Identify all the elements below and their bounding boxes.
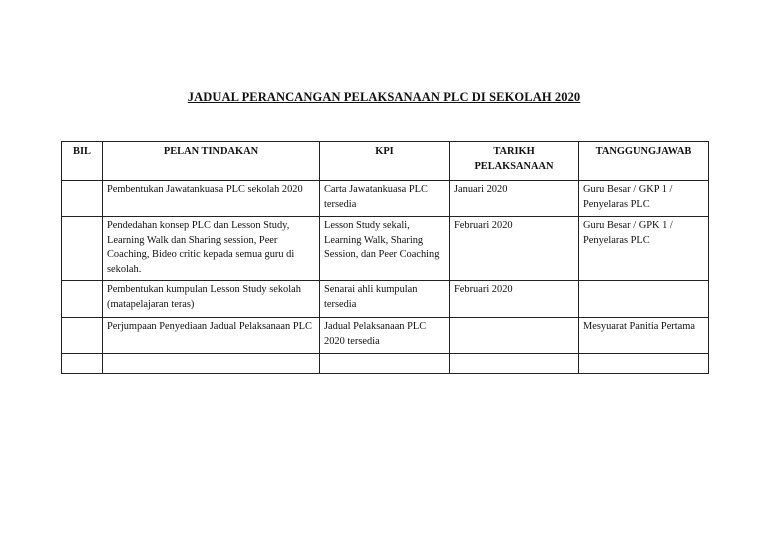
cell-pelan-tindakan [103,354,320,374]
cell-bil [62,318,103,354]
cell-tanggungjawab: Mesyuarat Panitia Pertama [579,318,709,354]
cell-tarikh [450,354,579,374]
cell-tarikh: Januari 2020 [450,181,579,217]
header-bil: BIL [62,142,103,181]
cell-kpi: Lesson Study sekali, Learning Walk, Sharing Session, dan Peer Coaching [320,217,450,281]
header-pelan-tindakan: PELAN TINDAKAN [103,142,320,181]
table-header-row [62,142,709,181]
header-tarikh-pelaksanaan: TARIKH PELAKSANAAN [450,142,579,181]
document-title: JADUAL PERANCANGAN PELAKSANAAN PLC DI SEKOLAH 2020 [187,90,581,104]
plc-plan-table [61,141,709,374]
cell-tanggungjawab: Guru Besar / GPK 1 / Penyelaras PLC [579,217,709,281]
cell-tanggungjawab [579,354,709,374]
cell-kpi: Jadual Pelaksanaan PLC 2020 tersedia [320,318,450,354]
cell-kpi: Carta Jawatankuasa PLC tersedia [320,181,450,217]
cell-pelan-tindakan: Pembentukan Jawatankuasa PLC sekolah 2020 [103,181,320,217]
cell-tanggungjawab: Guru Besar / GKP 1 / Penyelaras PLC [579,181,709,217]
header-kpi: KPI [320,142,450,181]
table-row [62,318,709,354]
table-row [62,181,709,217]
cell-pelan-tindakan: Pembentukan kumpulan Lesson Study sekolah (matapelajaran teras) [103,281,320,318]
cell-tanggungjawab [579,281,709,318]
cell-bil [62,354,103,374]
table-row [62,281,709,318]
cell-tarikh [450,318,579,354]
cell-bil [62,281,103,318]
cell-kpi [320,354,450,374]
header-tanggungjawab: TANGGUNGJAWAB [579,142,709,181]
table-row [62,354,709,374]
table-row [62,217,709,281]
cell-bil [62,181,103,217]
cell-kpi: Senarai ahli kumpulan tersedia [320,281,450,318]
cell-pelan-tindakan: Pendedahan konsep PLC dan Lesson Study, Learning Walk dan Sharing session, Peer Coaching, Bideo critic kepada semua guru di sekolah. [103,217,320,281]
cell-tarikh: Februari 2020 [450,281,579,318]
cell-tarikh: Februari 2020 [450,217,579,281]
cell-pelan-tindakan: Perjumpaan Penyediaan Jadual Pelaksanaan PLC [103,318,320,354]
cell-bil [62,217,103,281]
